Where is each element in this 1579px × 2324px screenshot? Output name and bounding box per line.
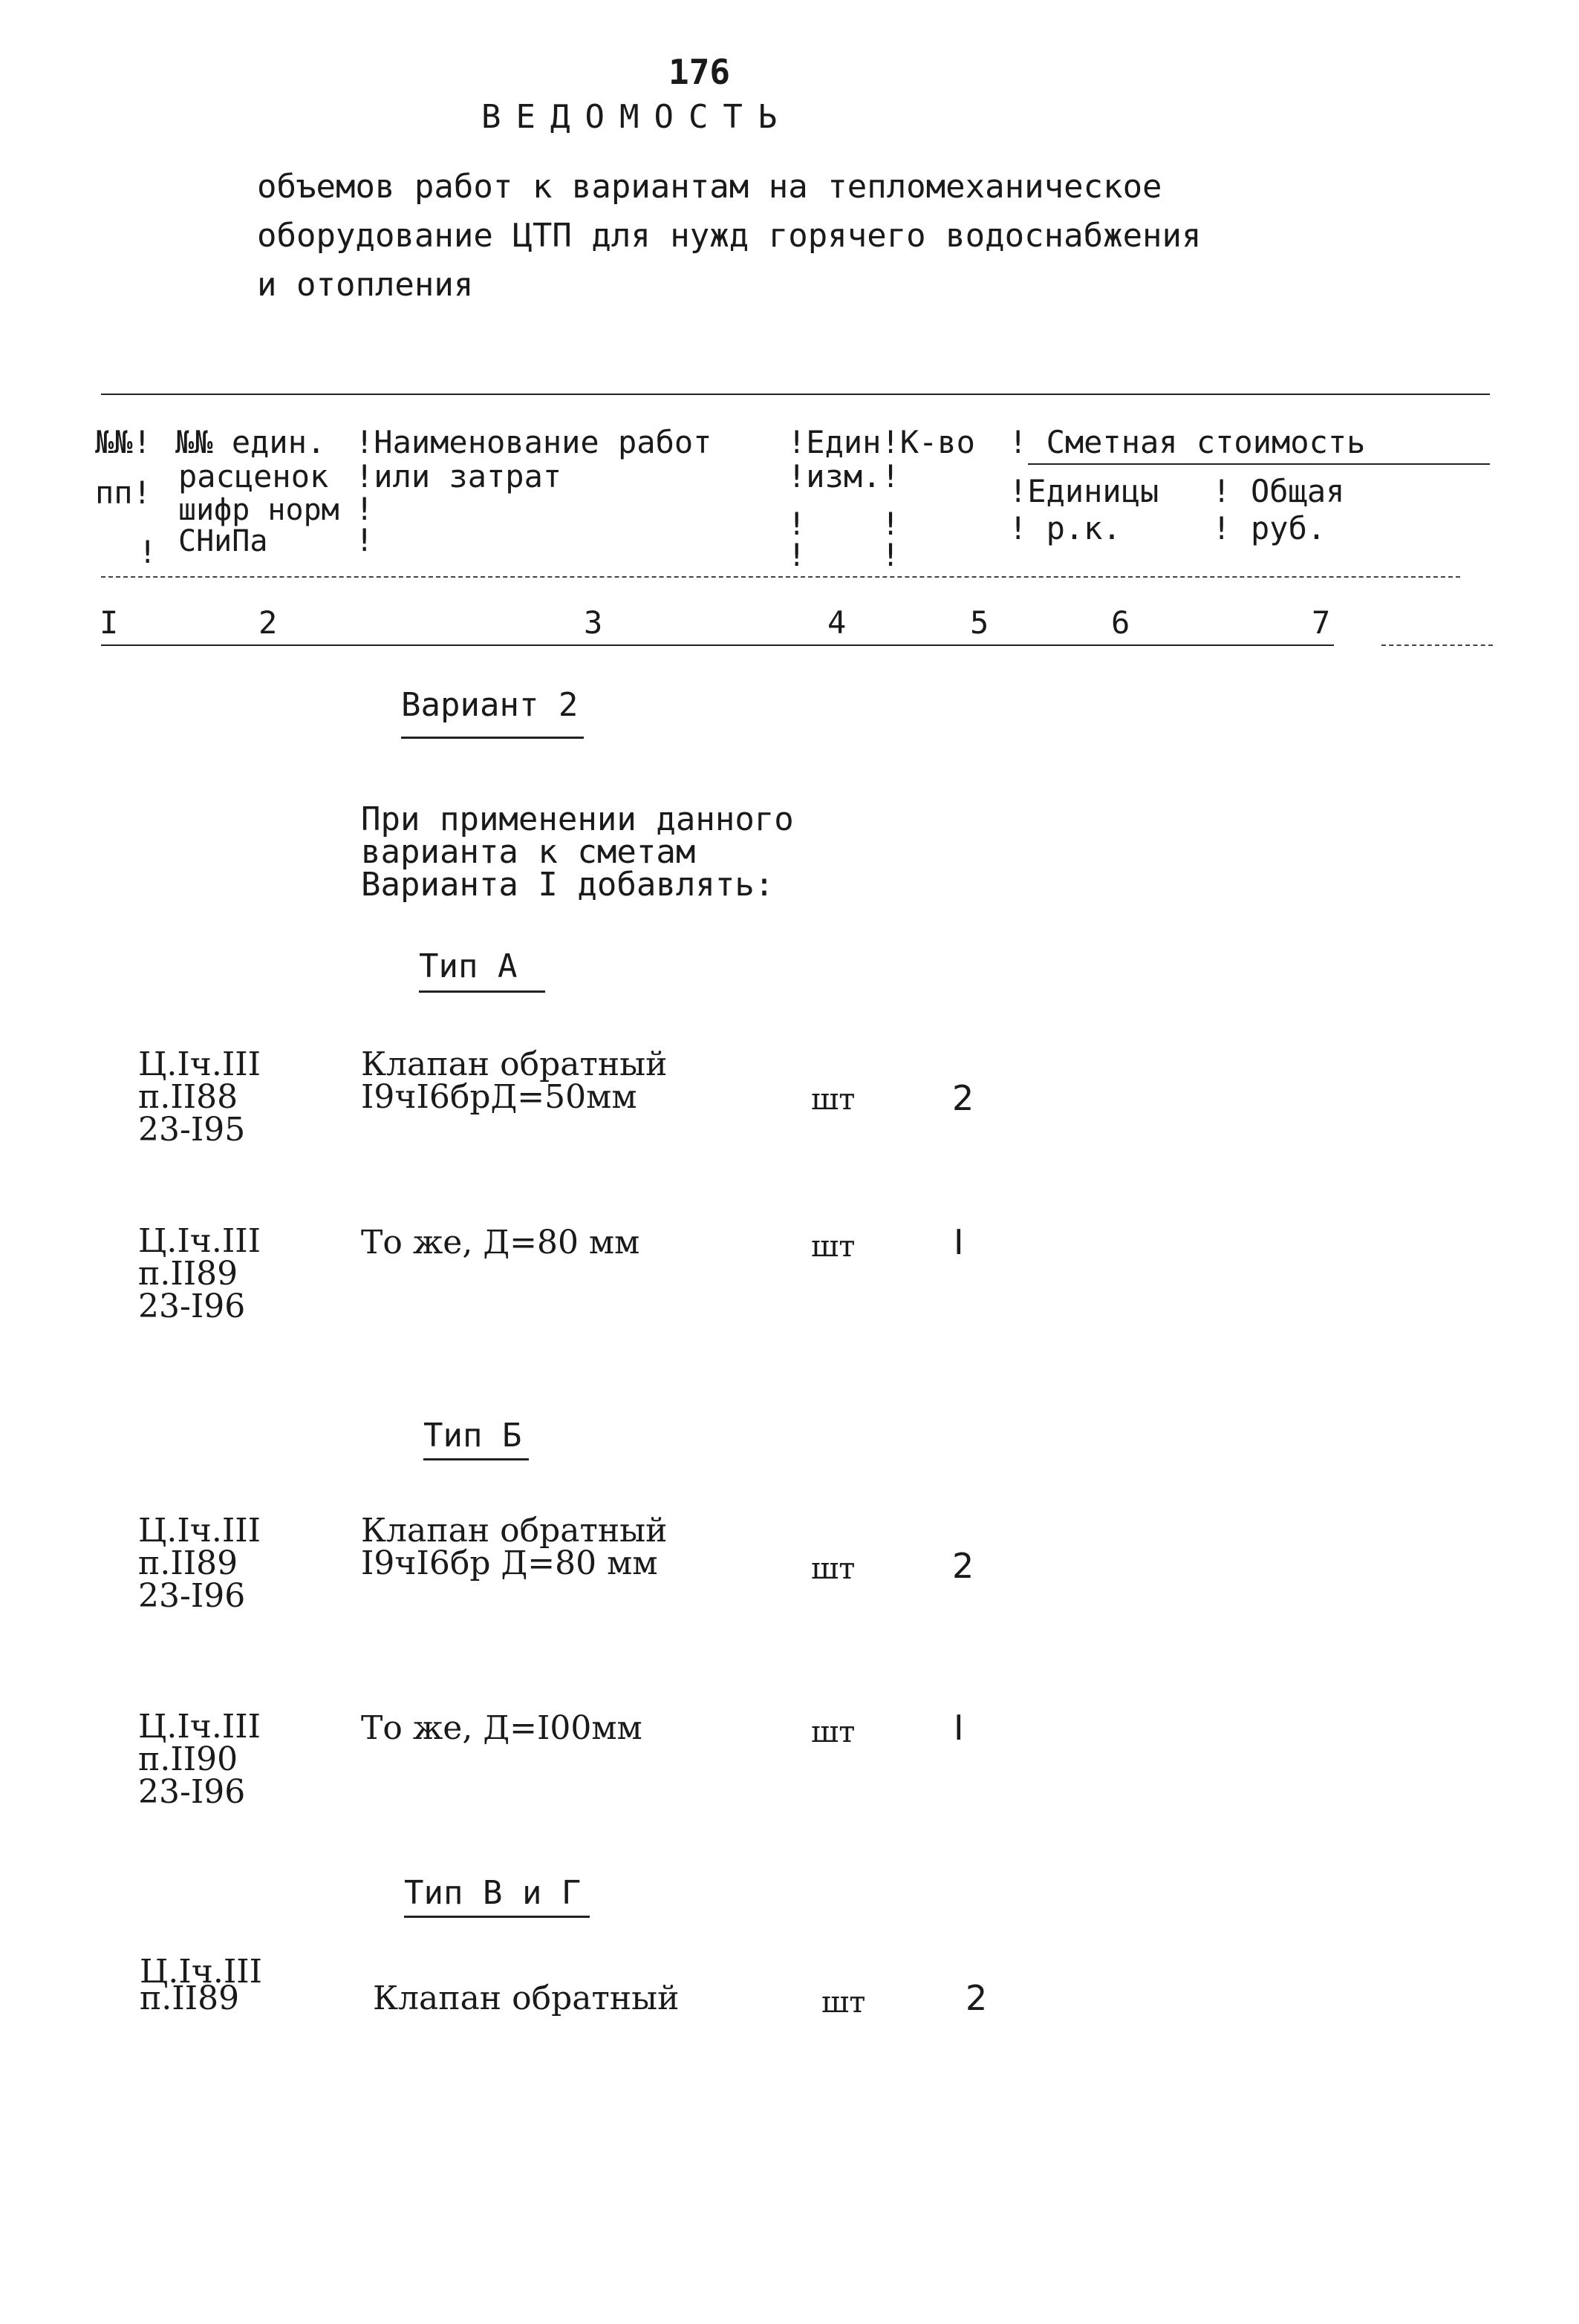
row-b1-code-1: Ц.Iч.III — [138, 1512, 261, 1550]
hdr-col2-line2: расценок — [178, 458, 348, 494]
colnum-7: 7 — [1312, 604, 1331, 641]
page-number: 176 — [668, 52, 731, 92]
hdr-col2-line1: №№ един. — [175, 424, 345, 460]
row-a2-code-3: 23-I96 — [138, 1287, 246, 1325]
hdr-col45-line2: !изм.! — [787, 458, 900, 494]
row-b1-name-2: I9чI6бр Д=80 мм — [361, 1544, 658, 1582]
row-a2-code-2: п.II89 — [138, 1255, 238, 1293]
hdr-col6-line2: ! р.к. — [1009, 510, 1121, 546]
row-a1-name-1: Клапан обратный — [361, 1045, 668, 1083]
section-title-vg: Тип В и Г — [404, 1874, 582, 1912]
hdr-col3-line1: !Наименование работ — [355, 424, 712, 460]
row-vg1-unit: шт — [821, 1985, 866, 2020]
hdr-col45-line3: ! ! — [787, 506, 900, 542]
row-b2-code-3: 23-I96 — [138, 1773, 246, 1811]
row-a1-code-2: п.II88 — [138, 1078, 238, 1116]
hdr-col1-line2: пп! — [95, 474, 152, 511]
hdr-col3-line3: ! — [355, 491, 374, 527]
row-a1-name-2: I9чI6брД=50мм — [361, 1078, 637, 1116]
intro-line-3: Варианта I добавлять: — [361, 866, 775, 904]
intro-line-1: При применении данного — [361, 800, 794, 838]
colnum-rule — [101, 644, 1334, 646]
colnum-rule-end — [1381, 644, 1493, 646]
row-vg1-name-1: Клапан обратный — [373, 1979, 680, 2017]
hdr-col1-line3: ! — [138, 534, 157, 570]
section-title-b: Тип Б — [423, 1417, 522, 1455]
row-vg1-code-2: п.II89 — [140, 1979, 240, 2017]
row-b1-name-1: Клапан обратный — [361, 1512, 668, 1550]
hdr-col7-bang2: ! — [1212, 510, 1231, 546]
hdr-col45-line1: !Един!К-во — [787, 424, 975, 460]
hdr-col6-line1: !Единицы — [1009, 473, 1159, 509]
row-vg1-qty: 2 — [966, 1978, 988, 2018]
hdr-col3-line4: ! — [355, 522, 374, 558]
row-a2-qty: I — [954, 1222, 964, 1262]
hdr-col3-line2: !или затрат — [355, 458, 562, 494]
section-b-underline — [423, 1458, 529, 1460]
row-b2-qty: I — [954, 1708, 964, 1748]
variant-title-underline — [401, 737, 584, 739]
variant-title: Вариант 2 — [401, 686, 579, 724]
subtitle-line-3: и отопления — [257, 266, 474, 304]
section-title-a: Тип А — [419, 947, 518, 985]
section-a-underline — [419, 990, 545, 993]
row-a1-qty: 2 — [952, 1078, 974, 1118]
row-b1-qty: 2 — [952, 1546, 974, 1586]
hdr-cost-group: ! Сметная стоимость — [1009, 424, 1366, 460]
hdr-col7-line2: руб. — [1251, 510, 1326, 546]
colnum-4: 4 — [827, 604, 847, 641]
hdr-col7-line1: Общая — [1251, 473, 1345, 509]
row-a1-code-1: Ц.Iч.III — [138, 1045, 261, 1083]
colnum-5: 5 — [970, 604, 989, 641]
hdr-col2-line3: шифр норм — [178, 493, 339, 527]
row-b1-code-2: п.II89 — [138, 1544, 238, 1582]
subtitle-line-1: объемов работ к вариантам на тепломеханическое — [257, 168, 1162, 206]
hdr-col7-bang1: ! — [1212, 473, 1231, 509]
hdr-col1-line1: №№! — [95, 424, 152, 460]
header-top-rule — [101, 394, 1490, 395]
row-b1-code-3: 23-I96 — [138, 1577, 246, 1615]
hdr-col45-line4: ! ! — [787, 537, 900, 573]
row-a2-code-1: Ц.Iч.III — [138, 1222, 261, 1260]
colnum-2: 2 — [258, 604, 278, 641]
subtitle-line-2: оборудование ЦТП для нужд горячего водоснабжения — [257, 217, 1202, 255]
row-b2-code-2: п.II90 — [138, 1740, 238, 1778]
colnum-1: I — [100, 604, 119, 641]
row-a1-code-3: 23-I95 — [138, 1111, 246, 1149]
intro-line-2: варианта к сметам — [361, 833, 696, 871]
document-title: ВЕДОМОСТЬ — [481, 98, 792, 136]
row-a2-name-1: То же, Д=80 мм — [361, 1224, 640, 1261]
row-b2-code-1: Ц.Iч.III — [138, 1708, 261, 1746]
row-a2-unit: шт — [811, 1230, 856, 1264]
hdr-col2-line4: СНиПа — [178, 524, 268, 558]
row-vg1-code-1: Ц.Iч.III — [140, 1953, 262, 1991]
header-bottom-rule — [101, 576, 1460, 578]
row-b2-name-1: То же, Д=I00мм — [361, 1709, 642, 1747]
row-a1-unit: шт — [811, 1083, 856, 1117]
colnum-3: 3 — [584, 604, 603, 641]
row-b1-unit: шт — [811, 1552, 856, 1586]
row-b2-unit: шт — [811, 1715, 856, 1749]
cost-group-rule — [1028, 463, 1490, 465]
section-vg-underline — [404, 1916, 590, 1918]
colnum-6: 6 — [1111, 604, 1130, 641]
